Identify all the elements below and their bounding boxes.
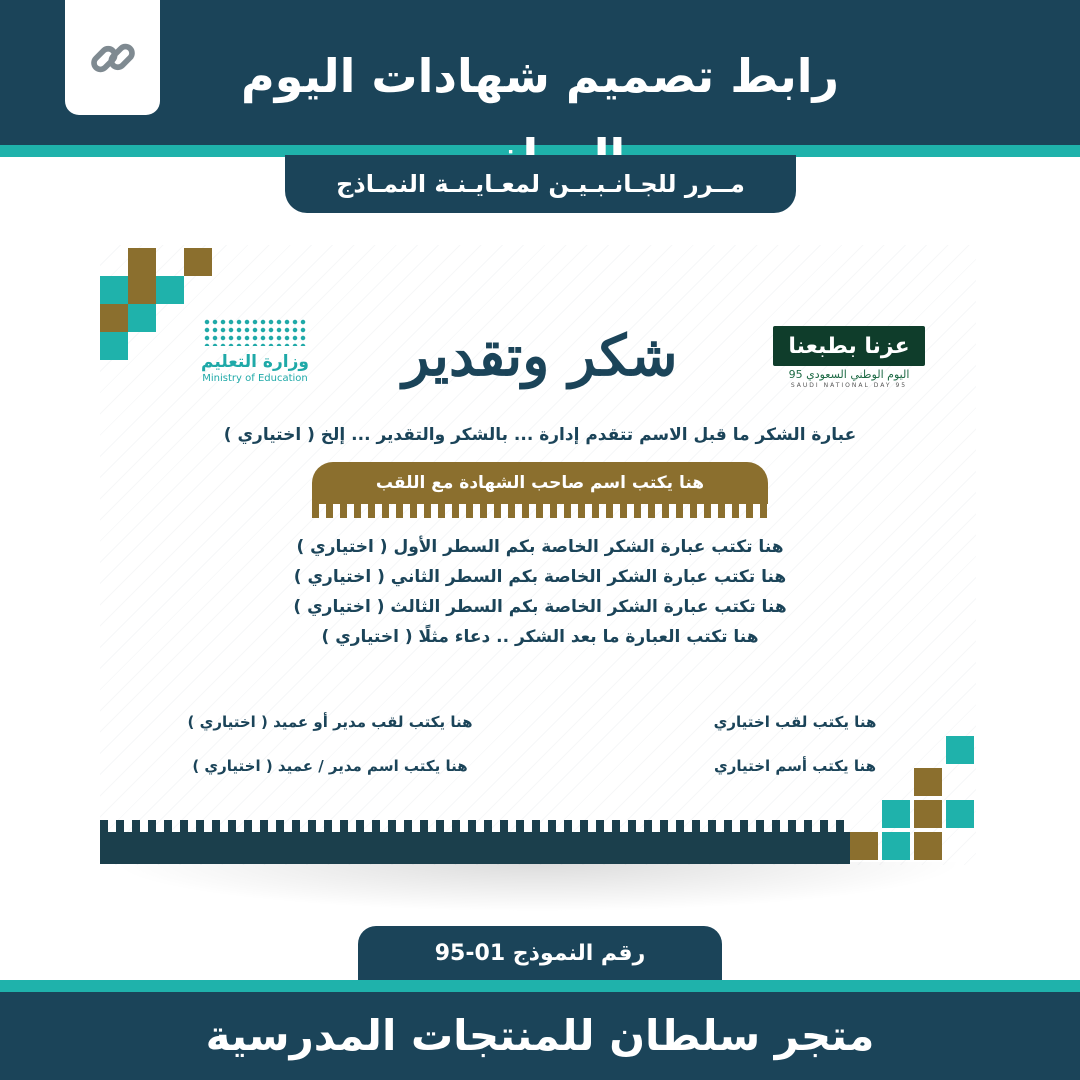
link-icon <box>87 32 139 84</box>
signature-block-left <box>160 700 500 788</box>
model-number-badge: رقم النموذج 01-95 <box>358 926 722 980</box>
card-bottom-fringe <box>100 820 850 832</box>
footer-accent-stripe <box>0 980 1080 992</box>
ministry-logo-mark-icon <box>203 318 307 346</box>
thanks-lines <box>200 532 880 652</box>
recipient-name-ribbon: هنا يكتب اسم صاحب الشهادة مع اللقب <box>312 462 768 504</box>
ministry-name-arabic: وزارة التعليم <box>201 352 309 372</box>
thanks-line: هنا تكتب العبارة ما بعد الشكر .. دعاء مثلًا ( اختياري ) <box>321 627 759 647</box>
certificate-title: شكر وتقدير <box>402 323 678 389</box>
signature-title: هنا يكتب لقب اختياري <box>713 713 877 731</box>
signature-name: هنا يكتب أسم اختياري <box>713 757 877 775</box>
signature-block-right <box>680 700 910 788</box>
page-title: رابط تصميم شهادات اليوم <box>241 49 839 103</box>
national-day-slogan: عزنا بطبعنا <box>773 326 925 366</box>
thanks-line: هنا تكتب عبارة الشكر الخاصة بكم السطر الثاني ( اختياري ) <box>293 567 787 587</box>
swipe-hint: مــرر للجـانـبـيـن لمعـايـنـة النمـاذج <box>285 155 796 213</box>
certificate-shadow <box>110 862 966 912</box>
national-day-logo <box>773 326 925 390</box>
ministry-name-english: Ministry of Education <box>202 373 308 384</box>
thanks-line: هنا تكتب عبارة الشكر الخاصة بكم السطر الأول ( اختياري ) <box>296 537 784 557</box>
store-name: متجر سلطان للمنتجات المدرسية <box>205 1011 875 1060</box>
ribbon-fringe-decoration <box>312 504 768 518</box>
card-bottom-bar <box>100 832 850 864</box>
thanks-line: هنا تكتب عبارة الشكر الخاصة بكم السطر الثالث ( اختياري ) <box>293 597 787 617</box>
signature-title: هنا يكتب لقب مدير أو عميد ( اختياري ) <box>187 713 473 731</box>
ministry-of-education-logo <box>200 318 310 398</box>
intro-thanks-line: عبارة الشكر ما قبل الاسم تتقدم إدارة ... بالشكر والتقدير ... إلخ ( اختياري ) <box>223 425 857 445</box>
pixel-pattern-top-left <box>100 248 212 360</box>
national-day-english: SAUDI NATIONAL DAY 95 <box>790 382 908 389</box>
national-day-subtitle: اليوم الوطني السعودي 95 <box>788 368 910 381</box>
signature-name: هنا يكتب اسم مدير / عميد ( اختياري ) <box>192 757 468 775</box>
link-button[interactable] <box>65 0 160 115</box>
